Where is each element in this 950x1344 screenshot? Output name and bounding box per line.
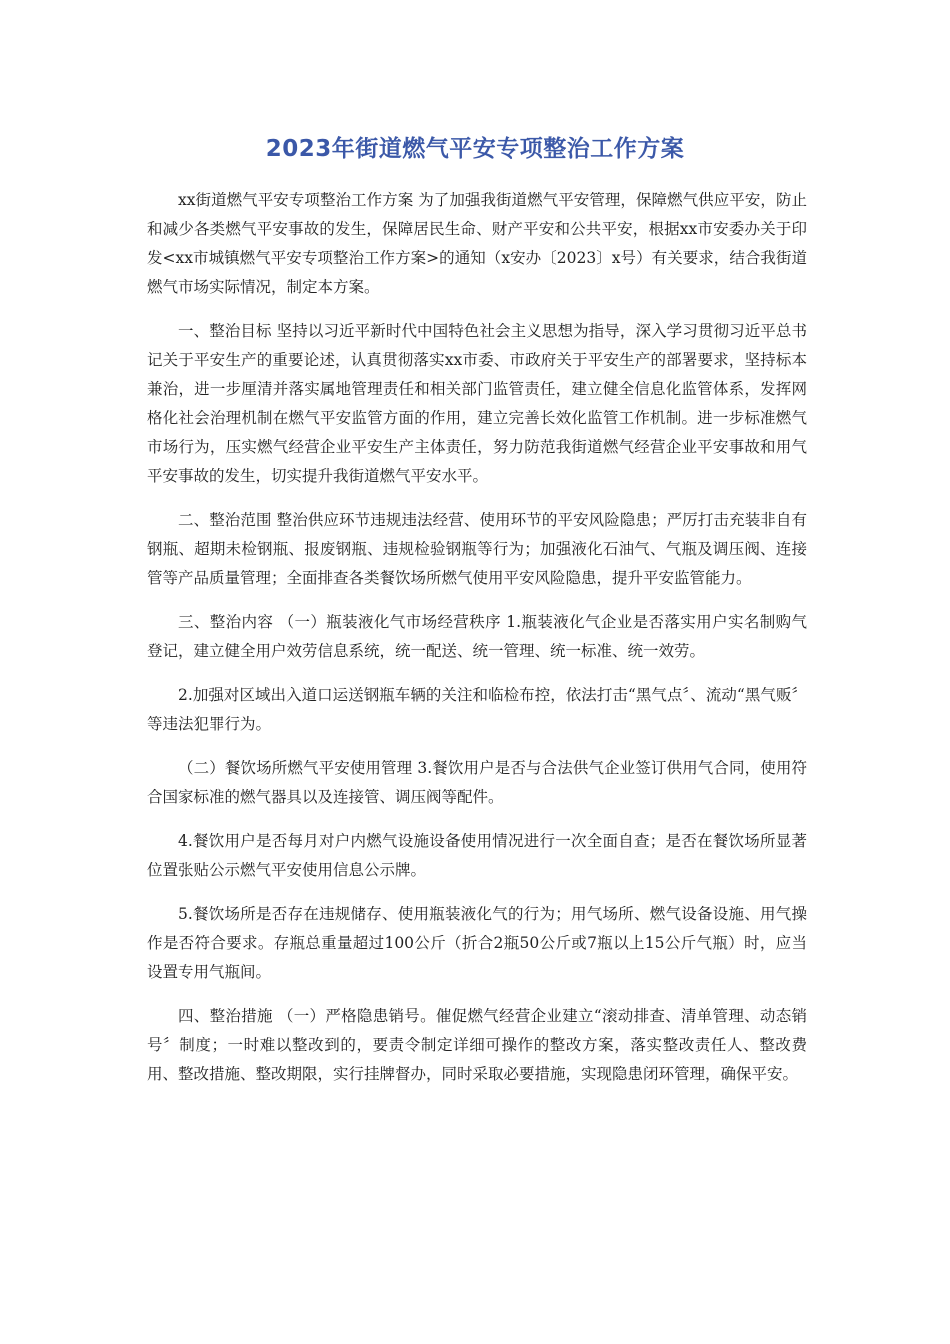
paragraph-section-1-goals: 一、整治目标 坚持以习近平新时代中国特色社会主义思想为指导，深入学习贯彻习近平总书记关于平安生产的重要论述，认真贯彻落实xx市委、市政府关于平安生产的部署要求，坚持标本兼治，进一步厘清并落实属地管理责任和相关部门监管责任，建立健全信息化监管体系，发挥网格化社会治理机制在燃气平安监管方面的作用，建立完善长效化监管工作机制。进一步标准燃气市场行为，压实燃气经营企业平安生产主体责任，努力防范我街道燃气经营企业平安事故和用气平安事故的发生，切实提升我街道燃气平安水平。	[147, 322, 807, 485]
paragraph-intro: xx街道燃气平安专项整治工作方案 为了加强我街道燃气平安管理，保障燃气供应平安，防止和减少各类燃气平安事故的发生，保障居民生命、财产平安和公共平安，根据xx市安委办关于印发<xx市城镇燃气平安专项整治工作方案>的通知（x安办〔2023〕x号）有关要求，结合我街道燃气市场实际情况，制定本方案。	[147, 191, 807, 296]
paragraph-item-4: 4.餐饮用户是否每月对户内燃气设施设备使用情况进行一次全面自查；是否在餐饮场所显著位置张贴公示燃气平安使用信息公示牌。	[147, 832, 807, 879]
document-body	[147, 186, 807, 1104]
paragraph-item-2: 2.加强对区域出入道口运送钢瓶车辆的关注和临检布控，依法打击“黑气点〞、流动“黑气贩〞等违法犯罪行为。	[147, 686, 807, 733]
paragraph-section-4-measures: 四、整治措施 （一）严格隐患销号。催促燃气经营企业建立“滚动排查、清单管理、动态销号〞制度；一时难以整改到的，要责令制定详细可操作的整改方案，落实整改责任人、整改费用、整改措施、整改期限，实行挂牌督办，同时采取必要措施，实现隐患闭环管理，确保平安。	[147, 1007, 807, 1083]
document-title: 2023年街道燃气平安专项整治工作方案	[265, 136, 685, 162]
paragraph-subsection-2-catering: （二）餐饮场所燃气平安使用管理 3.餐饮用户是否与合法供气企业签订供用气合同，使用符合国家标准的燃气器具以及连接管、调压阀等配件。	[147, 759, 807, 806]
paragraph-section-3-content: 三、整治内容 （一）瓶装液化气市场经营秩序 1.瓶装液化气企业是否落实用户实名制购气登记，建立健全用户效劳信息系统，统一配送、统一管理、统一标准、统一效劳。	[147, 613, 807, 660]
paragraph-section-2-scope: 二、整治范围 整治供应环节违规违法经营、使用环节的平安风险隐患；严厉打击充装非自有钢瓶、超期未检钢瓶、报废钢瓶、违规检验钢瓶等行为；加强液化石油气、气瓶及调压阀、连接管等产品质量管理；全面排查各类餐饮场所燃气使用平安风险隐患，提升平安监管能力。	[147, 511, 807, 587]
paragraph-item-5: 5.餐饮场所是否存在违规储存、使用瓶装液化气的行为；用气场所、燃气设备设施、用气操作是否符合要求。存瓶总重量超过100公斤（折合2瓶50公斤或7瓶以上15公斤气瓶）时，应当设置专用气瓶间。	[147, 905, 807, 981]
